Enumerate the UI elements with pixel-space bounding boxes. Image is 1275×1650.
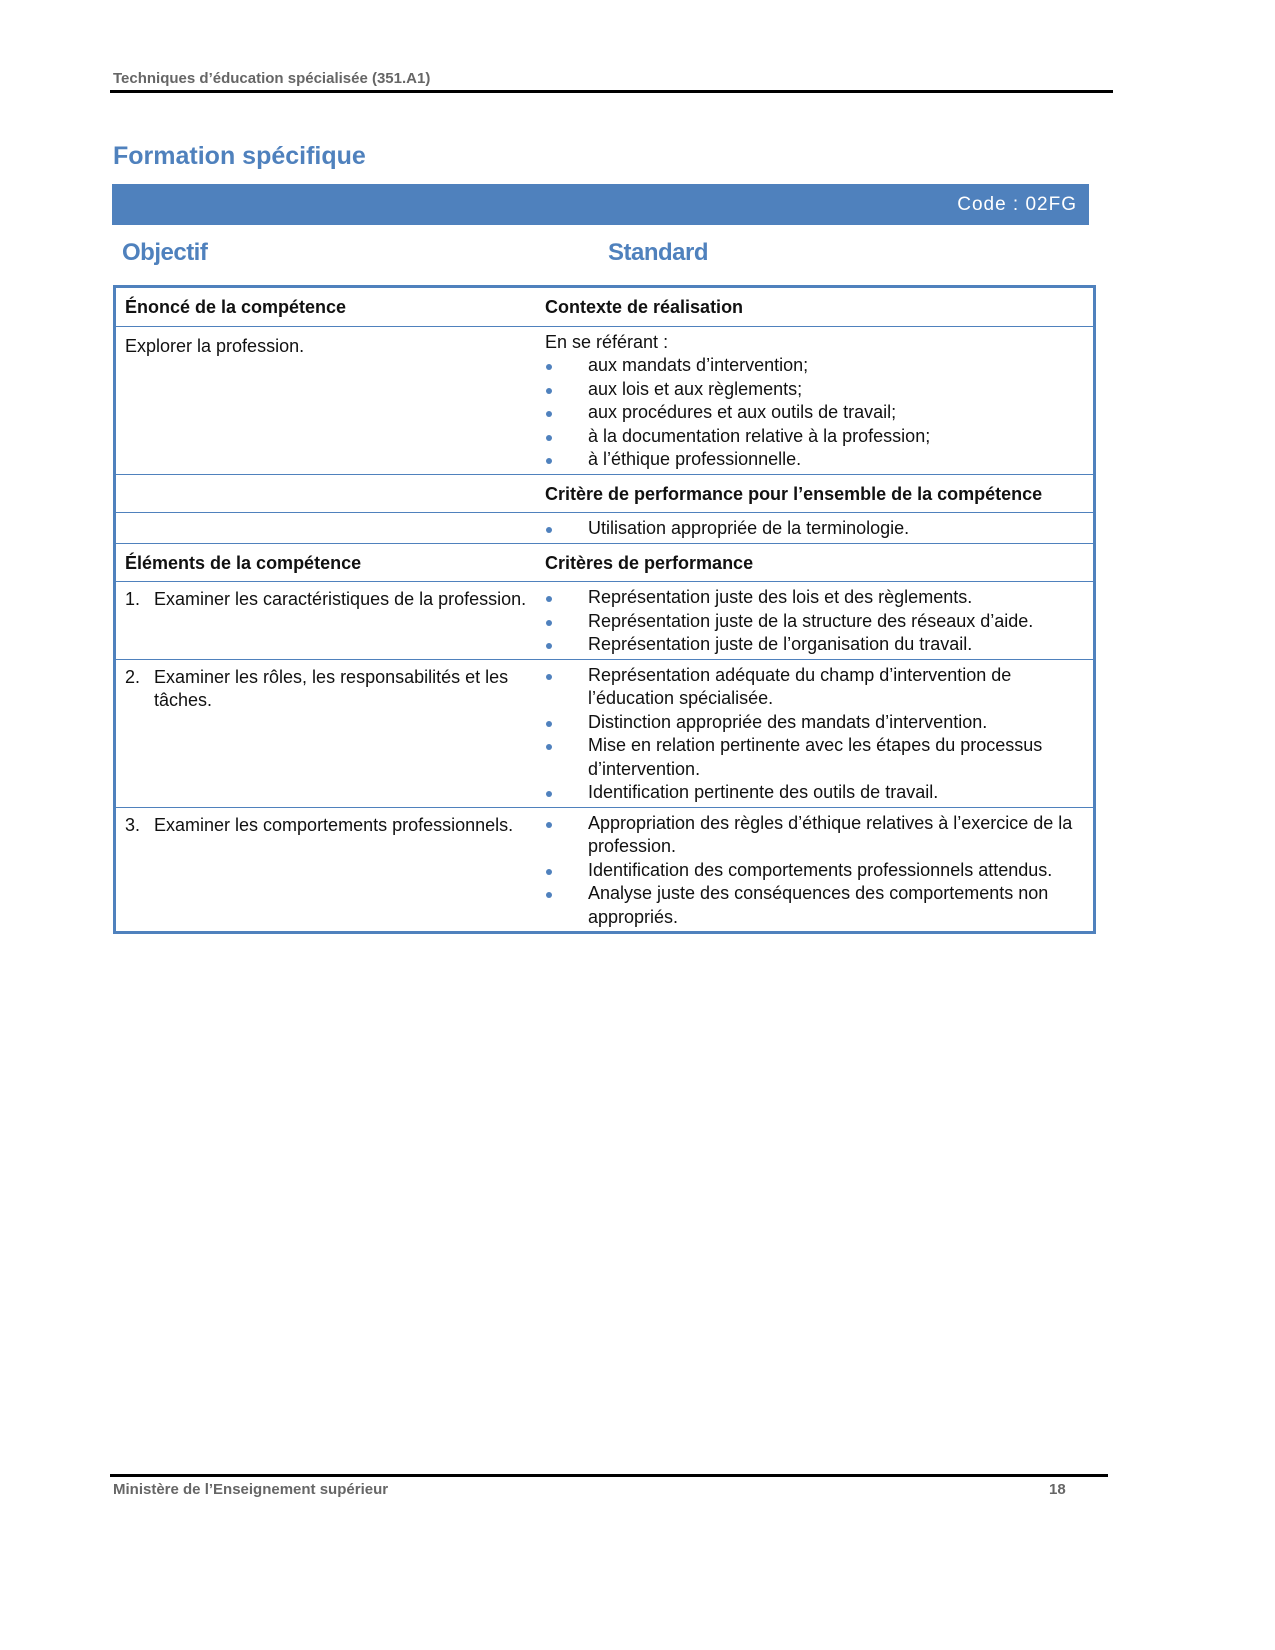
section-title: Formation spécifique: [113, 142, 366, 170]
element-text: Examiner les caractéristiques de la profession.: [154, 589, 527, 609]
element-text: Examiner les rôles, les responsabilités et les tâches.: [154, 666, 509, 710]
list-item: à l’éthique professionnelle.: [545, 448, 1084, 472]
list-item: Représentation adéquate du champ d’intervention de l’éducation spécialisée.: [545, 664, 1084, 711]
running-header: Techniques d’éducation spécialisée (351.A1): [113, 70, 431, 87]
element-number: 1.: [125, 589, 141, 609]
table-row: [115, 659, 1095, 807]
list-item: aux procédures et aux outils de travail;: [545, 401, 1084, 425]
criteres-list: [545, 664, 1084, 805]
table-row: [115, 474, 1095, 513]
list-item: Identification des comportements professionnels attendus.: [545, 859, 1084, 883]
list-item: Distinction appropriée des mandats d’intervention.: [545, 711, 1084, 735]
element-item: [125, 814, 527, 838]
list-item: Mise en relation pertinente avec les étapes du processus d’intervention.: [545, 734, 1084, 781]
page-number: 18: [1049, 1481, 1066, 1498]
list-item: aux mandats d’intervention;: [545, 354, 1084, 378]
code-band: [112, 184, 1089, 225]
list-item: Représentation juste des lois et des règlements.: [545, 586, 1084, 610]
element-text: Examiner les comportements professionnels.: [154, 814, 514, 835]
list-item: Appropriation des règles d’éthique relatives à l’exercice de la profession.: [545, 812, 1084, 859]
table-row: [115, 287, 1095, 327]
list-item: Représentation juste de la structure des réseaux d’aide.: [545, 610, 1084, 634]
competence-table: [113, 285, 1096, 934]
element-item: [125, 588, 527, 612]
element-number: 2.: [125, 666, 141, 687]
list-item: à la documentation relative à la profession;: [545, 425, 1084, 449]
table-row: [115, 582, 1095, 660]
list-item: Analyse juste des conséquences des comportements non appropriés.: [545, 882, 1084, 929]
critere-ensemble-title: Critère de performance pour l’ensemble de la compétence: [536, 474, 1095, 513]
criteres-list: [545, 812, 1084, 930]
list-item: Identification pertinente des outils de travail.: [545, 781, 1084, 805]
objectif-heading: Objectif: [122, 239, 208, 266]
critere-ensemble-list: [545, 517, 1084, 541]
enonce: Explorer la profession.: [115, 326, 537, 474]
contexte-list: [545, 354, 1084, 472]
contexte-intro: En se référant :: [545, 331, 669, 352]
criteres-list: [545, 586, 1084, 657]
col-header: Critères de performance: [536, 543, 1095, 582]
element-number: 3.: [125, 814, 141, 835]
table-row: [115, 807, 1095, 933]
table-row: [115, 513, 1095, 544]
table-row: [115, 543, 1095, 582]
header-rule: [110, 90, 1113, 93]
standard-heading: Standard: [608, 239, 709, 266]
table-row: [115, 326, 1095, 474]
col-header: Énoncé de la compétence: [115, 287, 537, 327]
list-item: aux lois et aux règlements;: [545, 378, 1084, 402]
element-item: [125, 666, 527, 713]
list-item: Utilisation appropriée de la terminologie.: [545, 517, 1084, 541]
list-item: Représentation juste de l’organisation du travail.: [545, 633, 1084, 657]
col-header: Éléments de la compétence: [115, 543, 537, 582]
col-header: Contexte de réalisation: [536, 287, 1095, 327]
footer-ministry: Ministère de l’Enseignement supérieur: [113, 1481, 389, 1498]
code-label: Code : 02FG: [957, 194, 1077, 215]
footer-rule: [110, 1474, 1108, 1477]
